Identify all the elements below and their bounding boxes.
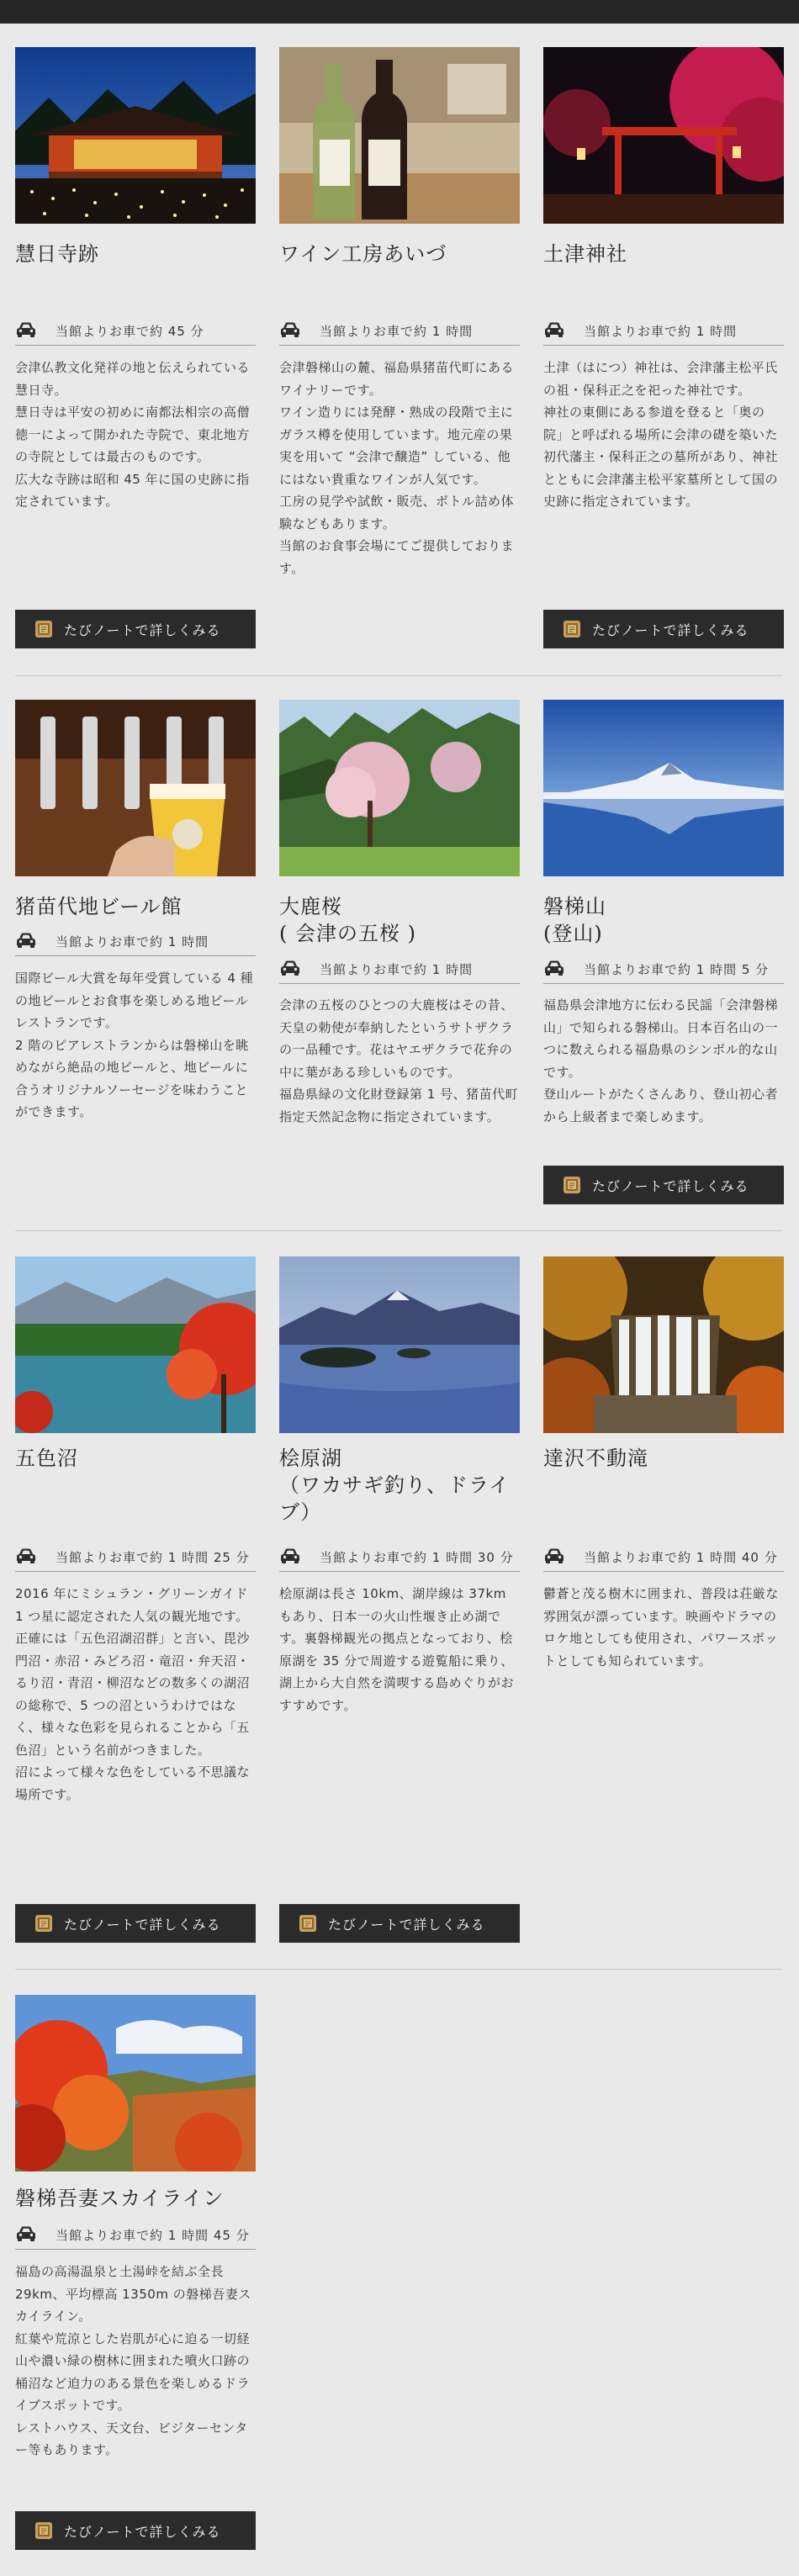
car-icon (543, 960, 565, 976)
tabinote-details-button[interactable] (15, 2511, 256, 2550)
spot-title (543, 241, 784, 267)
description-paragraph: 国際ビール大賞を毎年受賞している 4 種の地ビールとお食事を楽しめる地ビールレストランです。 (15, 971, 254, 1030)
car-icon (279, 321, 301, 338)
access-info (543, 955, 784, 984)
row-divider (15, 675, 782, 676)
spot-photo-wine (279, 47, 520, 224)
notebook-icon (34, 1913, 54, 1933)
description-paragraph: 桧原湖は長さ 10km、湖岸線は 37km もあり、日本一の火山性堰き止め湖です。裏磐梯観光の拠点となっており、桧原湖を 35 分で周遊する遊覧船に乗り、湖上から大自然を満喫する島めぐりがおすすめです。 (279, 1586, 515, 1713)
access-info (15, 316, 256, 346)
access-time: 当館よりお車で約 1 時間 30 分 (320, 1550, 514, 1565)
spot-photo-hibarako (279, 1256, 520, 1433)
spot-title (15, 893, 256, 920)
spot-title (15, 1445, 256, 1472)
spot-title-line: （ワカサギ釣り、ドライブ） (279, 1473, 511, 1524)
access-time: 当館よりお車で約 1 時間 45 分 (56, 2228, 250, 2243)
spot-title-line: 土津神社 (543, 242, 627, 266)
button-label: たびノートで詳しくみる (328, 1916, 485, 1933)
spot-card-wine (279, 47, 520, 648)
description-paragraph: 会津磐梯山の麓、福島県猪苗代町にあるワイナリーです。 (279, 360, 515, 398)
spot-title (279, 241, 520, 267)
notebook-icon (298, 1913, 318, 1933)
notebook-icon (34, 619, 54, 639)
spot-description (15, 2261, 256, 2462)
spot-description (279, 357, 520, 579)
spot-title (543, 1445, 784, 1472)
car-icon (15, 1547, 37, 1564)
description-paragraph: 神社の東側にある参道を登ると「奥の院」と呼ばれる場所に会津の礎を築いた初代藩主・保科正之の墓所があり、神社とともに会津藩主松平家墓所として国の史跡に指定されています。 (543, 405, 779, 509)
spot-title-line: (登山) (543, 922, 603, 945)
spot-card-tatsusawa-falls (543, 1256, 784, 1946)
access-time: 当館よりお車で約 1 時間 (320, 962, 474, 977)
spot-title-line: 桧原湖 (279, 1447, 342, 1470)
spot-card-skyline (15, 1995, 256, 2550)
description-paragraph: 会津の五桜のひとつの大鹿桜はその昔、天皇の勅使が奉納したというサトザクラの一品種です。花はヤエザクラで花弁の中に葉がある珍しいものです。 (279, 997, 514, 1080)
car-icon (15, 2225, 37, 2242)
car-icon (15, 932, 37, 949)
access-time: 当館よりお車で約 1 時間 (320, 324, 474, 339)
spot-card-goshikinuma (15, 1256, 256, 1946)
description-paragraph: 登山ルートがたくさんあり、登山初心者から上級者まで楽しめます。 (543, 1087, 779, 1124)
access-info (279, 1542, 520, 1572)
spot-title-line: 猪苗代地ビール館 (15, 895, 183, 918)
spot-description (543, 994, 784, 1128)
description-paragraph: 2016 年にミシュラン・グリーンガイド 1 つ星に認定された人気の観光地です。 (15, 1586, 249, 1624)
spot-description (15, 967, 256, 1124)
description-paragraph: 正確には「五色沼湖沼群」と言い、毘沙門沼・赤沼・みどろ沼・竜沼・弁天沼・るり沼・青沼・柳沼などの数多くの湖沼の総称で、5 つの沼というわけではなく、様々な色彩を見られることから「五色沼」という名前がつきました。 (15, 1631, 251, 1758)
description-paragraph: 福島県緑の文化財登録第 1 号、猪苗代町指定天然記念物に指定されています。 (279, 1087, 519, 1124)
access-info (543, 316, 784, 346)
description-paragraph: ワイン造りには発酵・熟成の段階で主にガラス樽を使用しています。地元産の果実を用いて “会津で醸造” している、他にはない貴重なワインが人気です。 (279, 405, 514, 487)
description-paragraph: 土津（はにつ）神社は、会津藩主松平氏の祖・保科正之を祀った神社です。 (543, 360, 778, 398)
car-icon (279, 960, 301, 976)
spot-title (279, 893, 520, 947)
spot-description (15, 1583, 256, 1806)
description-paragraph: 沼によって様々な色をしている不思議な場所です。 (15, 1764, 251, 1802)
car-icon (15, 321, 37, 338)
access-time: 当館よりお車で約 45 分 (56, 324, 204, 339)
access-info (15, 2220, 256, 2250)
spot-title (15, 2185, 256, 2212)
car-icon (543, 321, 565, 338)
spot-title-line: 磐梯山 (543, 895, 606, 918)
spot-title-line: ( 会津の五桜 ) (279, 922, 416, 945)
spot-card-hanitsu-shrine (543, 47, 784, 648)
access-info (15, 1542, 256, 1572)
description-paragraph: レストハウス、天文台、ビジターセンター等もあります。 (15, 2420, 248, 2457)
tabinote-details-button[interactable] (543, 610, 784, 648)
spot-card-bandai-san (543, 700, 784, 1221)
spot-card-hibarako (279, 1256, 520, 1946)
spot-title-line: ワイン工房あいづ (279, 242, 447, 266)
button-label: たびノートで詳しくみる (64, 1916, 221, 1933)
spot-photo-beer (15, 700, 256, 876)
description-paragraph: 福島の高湯温泉と土湯峠を結ぶ全長 29km、平均標高 1350m の磐梯吾妻スカイライン。 (15, 2264, 251, 2324)
access-info (279, 955, 520, 984)
spot-photo-bandai-san (543, 700, 784, 876)
row-divider (15, 1230, 782, 1231)
top-bar (0, 0, 799, 24)
notebook-icon (34, 2520, 54, 2541)
spot-photo-oshika-sakura (279, 700, 520, 876)
spot-title (15, 241, 256, 267)
access-time: 当館よりお車で約 1 時間 25 分 (56, 1550, 250, 1565)
spot-description (279, 994, 520, 1128)
description-paragraph: 当館のお食事会場にてご提供しております。 (279, 538, 515, 576)
access-info (543, 1542, 784, 1572)
button-label: たびノートで詳しくみる (592, 1177, 749, 1194)
spot-card-beer (15, 700, 256, 1221)
access-time: 当館よりお車で約 1 時間 (56, 934, 209, 949)
car-icon (279, 1547, 301, 1564)
access-info (279, 316, 520, 346)
spot-card-eniji (15, 47, 256, 648)
spot-description (279, 1583, 520, 1716)
access-time: 当館よりお車で約 1 時間 40 分 (584, 1550, 778, 1565)
notebook-icon (562, 619, 582, 639)
tabinote-details-button[interactable] (279, 1904, 520, 1943)
description-paragraph: 鬱蒼と茂る樹木に囲まれ、普段は荘厳な雰囲気が漂っています。映画やドラマのロケ地としても使用され、パワースポットとしても知られています。 (543, 1586, 779, 1669)
access-info (15, 927, 256, 956)
spot-photo-tatsusawa-falls (543, 1256, 784, 1433)
spot-photo-skyline (15, 1995, 256, 2171)
description-paragraph: 会津仏教文化発祥の地と伝えられている慧日寺。 (15, 360, 251, 398)
description-paragraph: 慧日寺は平安の初めに南都法相宗の高僧徳一によって開かれた寺院で、東北地方の寺院としては最古のものです。 (15, 405, 251, 464)
spot-title-line: 慧日寺跡 (15, 242, 99, 266)
tabinote-details-button[interactable] (15, 1904, 256, 1943)
notebook-icon (562, 1175, 582, 1195)
description-paragraph: 福島県会津地方に伝わる民謡「会津磐梯山」で知られる磐梯山。日本百名山の一つに数えられる福島県のシンボル的な山です。 (543, 997, 779, 1080)
spot-card-oshika-sakura (279, 700, 520, 1221)
spot-photo-hanitsu-shrine (543, 47, 784, 224)
description-paragraph: 広大な寺跡は昭和 45 年に国の史跡に指定されています。 (15, 471, 250, 509)
description-paragraph: 2 階のピアレストランからは磐梯山を眺めながら絶品の地ビールと、地ビールに合うオリジナルソーセージを味わうことができます。 (15, 1037, 249, 1119)
spot-title (279, 1445, 520, 1526)
button-label: たびノートで詳しくみる (64, 622, 221, 638)
spot-title-line: 磐梯吾妻スカイライン (15, 2187, 225, 2210)
access-time: 当館よりお車で約 1 時間 (584, 324, 738, 339)
spot-description (543, 357, 784, 513)
access-time: 当館よりお車で約 1 時間 5 分 (584, 962, 770, 977)
tabinote-details-button[interactable] (543, 1166, 784, 1204)
spot-title-line: 大鹿桜 (279, 895, 342, 918)
button-label: たびノートで詳しくみる (64, 2523, 221, 2540)
spot-photo-goshikinuma (15, 1256, 256, 1433)
row-divider (15, 1969, 782, 1970)
tabinote-details-button[interactable] (15, 610, 256, 648)
description-paragraph: 工房の見学や試飲・販売、ボトル詰め体験などもあります。 (279, 494, 515, 532)
spot-description (15, 357, 256, 513)
car-icon (543, 1547, 565, 1564)
spot-title-line: 五色沼 (15, 1447, 78, 1470)
spot-title-line: 達沢不動滝 (543, 1447, 648, 1470)
spot-photo-eniji (15, 47, 256, 224)
button-label: たびノートで詳しくみる (592, 622, 749, 638)
spot-title (543, 893, 784, 947)
description-paragraph: 紅葉や荒涼とした岩肌が心に迫る一切経山や濃い緑の樹林に囲まれた噴火口跡の桶沼など迫力のある景色を楽しめるドライブスポットです。 (15, 2330, 251, 2413)
spot-description (543, 1583, 784, 1672)
